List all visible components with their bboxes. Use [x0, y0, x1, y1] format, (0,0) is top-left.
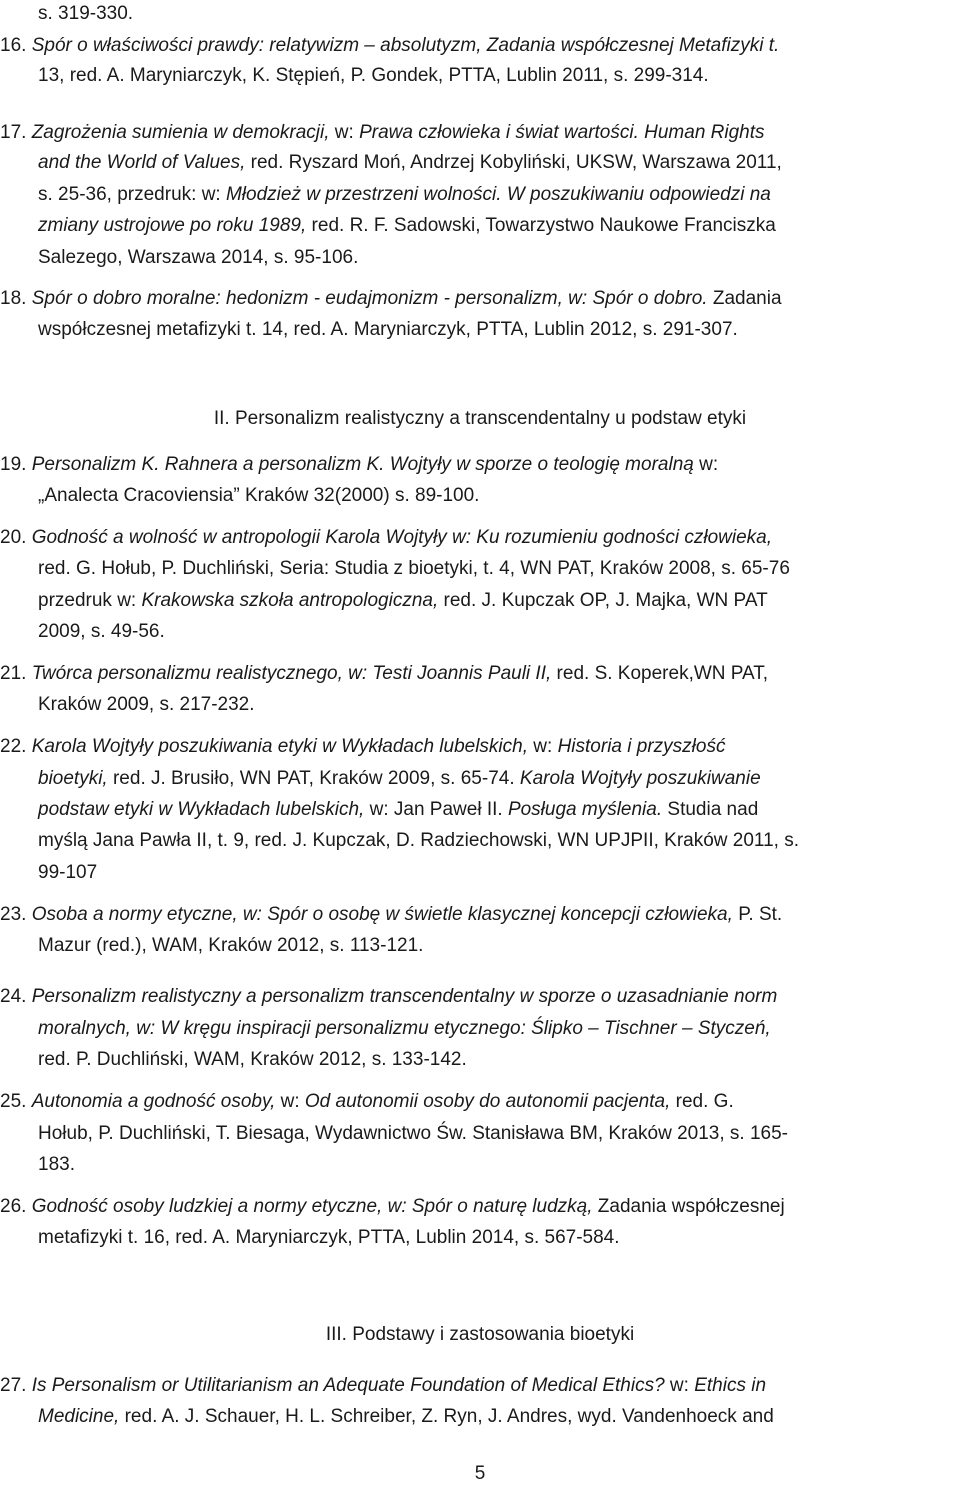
entry-text: Posługa myślenia. [507, 799, 668, 820]
entry-text: bioetyki, [38, 768, 113, 789]
entry-line [0, 732, 725, 762]
entry-text: Personalizm K. Rahnera a personalizm K. Wojtyły w sporze o teologię moralną [31, 454, 700, 475]
entry-text: Młodzież w przestrzeni wolności. W poszukiwaniu odpowiedzi na [225, 184, 771, 205]
entry-line [0, 900, 782, 930]
entry-text: Zadania [712, 288, 782, 309]
entry-number: 26. [0, 1196, 32, 1217]
entry-text: P. St. [738, 904, 783, 925]
entry-text: Osoba a normy etyczne, w: Spór o osobę w świetle klasycznej koncepcji człowieka, [31, 904, 739, 925]
entry-text: red. G. [675, 1091, 734, 1112]
top-fragment: s. 319-330. [38, 3, 134, 24]
entry-text: 13, red. A. Maryniarczyk, K. Stępień, P. Gondek, PTTA, Lublin 2011, s. 299-314. [38, 65, 709, 86]
entry-line [38, 554, 790, 584]
entry-number: 16. [0, 35, 32, 56]
entry-text: Spór o dobro moralne: hedonizm - eudajmonizm - personalizm, w: Spór o dobro. [31, 288, 713, 309]
entry-line [0, 659, 768, 689]
entry-number: 18. [0, 288, 32, 309]
entry-text: w: [533, 736, 558, 757]
entry-text: metafizyki t. 16, red. A. Maryniarczyk, PTTA, Lublin 2014, s. 567-584. [38, 1227, 620, 1248]
entry-line [38, 61, 709, 91]
entry-text: w: [334, 122, 360, 143]
entry-text: podstaw etyki w Wykładach lubelskich, [38, 799, 370, 820]
entry-text: 99-107 [38, 862, 98, 883]
entry-line [38, 1223, 620, 1253]
entry-text: red. Ryszard Moń, Andrzej Kobyliński, UKSW, Warszawa 2011, [250, 152, 782, 173]
entry-text: red. R. F. Sadowski, Towarzystwo Naukowe Franciszka [311, 215, 776, 236]
entry-text: przedruk w: [38, 590, 142, 611]
entry-text: red. P. Duchliński, WAM, Kraków 2012, s. 133-142. [38, 1049, 467, 1070]
entry-text: Medicine, [38, 1406, 125, 1427]
entry-text: Spór o właściwości prawdy: relatywizm – absolutyzm, Zadania współczesnej Metafizyki t. [31, 35, 780, 56]
entry-text: Personalizm realistyczny a personalizm transcendentalny w sporze o uzasadnianie norm [31, 986, 778, 1007]
entry-text: zmiany ustrojowe po roku 1989, [38, 215, 312, 236]
entry-text: w: [669, 1375, 695, 1396]
entry-text: Studia nad [667, 799, 759, 820]
entry-line [38, 858, 97, 888]
entry-text: and the World of Values, [38, 152, 251, 173]
entry-text: w: Jan Paweł II. [369, 799, 508, 820]
entry-line [38, 180, 771, 210]
entry-text: Twórca personalizmu realistycznego, w: Testi Joannis Pauli II, [31, 663, 557, 684]
entry-text: współczesnej metafizyki t. 14, red. A. Maryniarczyk, PTTA, Lublin 2012, s. 291-307. [38, 319, 738, 340]
entry-line [38, 1119, 788, 1149]
entry-text: Karola Wojtyły poszukiwania etyki w Wykładach lubelskich, [31, 736, 534, 757]
section-title-3: III. Podstawy i zastosowania bioetyki [325, 1324, 635, 1345]
entry-line [0, 31, 779, 61]
entry-text: 2009, s. 49-56. [38, 621, 165, 642]
entry-text: Historia i przyszłość [557, 736, 726, 757]
entry-line [38, 1014, 771, 1044]
entry-text: Krakowska szkoła antropologiczna, [141, 590, 444, 611]
entry-line [38, 690, 255, 720]
entry-text: Autonomia a godność osoby, [31, 1091, 281, 1112]
entry-text: Hołub, P. Duchliński, T. Biesaga, Wydawnictwo Św. Stanisława BM, Kraków 2013, s. 165- [38, 1123, 788, 1144]
entry-number: 27. [0, 1375, 32, 1396]
entry-number: 24. [0, 986, 32, 1007]
entry-text: „Analecta Cracoviensia” Kraków 32(2000) s. 89-100. [38, 485, 480, 506]
entry-line [38, 148, 782, 178]
entry-line [38, 586, 768, 616]
entry-line [0, 118, 765, 148]
entry-text: red. A. J. Schauer, H. L. Schreiber, Z. Ryn, J. Andres, wyd. Vandenhoeck and [124, 1406, 774, 1427]
entry-line [0, 1371, 766, 1401]
entry-text: red. J. Brusiło, WN PAT, Kraków 2009, s. 65-74. [112, 768, 520, 789]
entry-number: 25. [0, 1091, 32, 1112]
entry-line [0, 523, 772, 553]
entry-line [38, 764, 761, 794]
entry-text: Kraków 2009, s. 217-232. [38, 694, 255, 715]
entry-line [38, 481, 479, 511]
entry-line [38, 1045, 467, 1075]
entry-line [38, 617, 165, 647]
entry-text: Karola Wojtyły poszukiwanie [519, 768, 761, 789]
entry-text: Is Personalism or Utilitarianism an Adequate Foundation of Medical Ethics? [31, 1375, 670, 1396]
entry-number: 20. [0, 527, 32, 548]
entry-line [38, 931, 423, 961]
entry-number: 19. [0, 454, 32, 475]
entry-text: Zagrożenia sumienia w demokracji, [31, 122, 335, 143]
entry-line [38, 315, 738, 345]
entry-line [0, 284, 782, 314]
entry-line [38, 211, 776, 241]
entry-text: myślą Jana Pawła II, t. 9, red. J. Kupczak, D. Radziechowski, WN UPJPII, Kraków 2011, s. [38, 830, 799, 851]
entry-line [0, 1192, 785, 1222]
page-number: 5 [474, 1463, 486, 1484]
entry-number: 21. [0, 663, 32, 684]
entry-number: 22. [0, 736, 32, 757]
entry-text: Zadania współczesnej [597, 1196, 785, 1217]
entry-text: w: [280, 1091, 305, 1112]
entry-line [0, 450, 718, 480]
entry-text: Mazur (red.), WAM, Kraków 2012, s. 113-121. [38, 935, 424, 956]
entry-text: red. G. Hołub, P. Duchliński, Seria: Studia z bioetyki, t. 4, WN PAT, Kraków 2008, s. 65-76 [38, 558, 790, 579]
entry-line [38, 243, 358, 273]
entry-number: 17. [0, 122, 32, 143]
entry-text: Prawa człowieka i świat wartości. Human Rights [359, 122, 765, 143]
entry-text: Godność a wolność w antropologii Karola Wojtyły w: Ku rozumieniu godności człowieka, [31, 527, 772, 548]
entry-number: 23. [0, 904, 32, 925]
entry-text: s. 25-36, przedruk: w: [38, 184, 226, 205]
entry-line [0, 1087, 734, 1117]
entry-text: moralnych, w: W kręgu inspiracji personalizmu etycznego: Ślipko – Tischner – Styczeń, [38, 1018, 771, 1039]
entry-text: 183. [38, 1154, 75, 1175]
entry-line [38, 1150, 75, 1180]
entry-text: Godność osoby ludzkiej a normy etyczne, w: Spór o naturę ludzką, [31, 1196, 598, 1217]
entry-text: Od autonomii osoby do autonomii pacjenta, [304, 1091, 676, 1112]
entry-line [0, 982, 777, 1012]
entry-text: Ethics in [694, 1375, 767, 1396]
entry-line [38, 1402, 774, 1432]
entry-text: red. S. Koperek,WN PAT, [556, 663, 769, 684]
entry-text: Salezego, Warszawa 2014, s. 95-106. [38, 247, 359, 268]
entry-line [38, 826, 799, 856]
entry-text: red. J. Kupczak OP, J. Majka, WN PAT [443, 590, 768, 611]
entry-line [38, 795, 758, 825]
entry-text: w: [699, 454, 719, 475]
section-title-2: II. Personalizm realistyczny a transcendentalny u podstaw etyki [213, 408, 747, 429]
